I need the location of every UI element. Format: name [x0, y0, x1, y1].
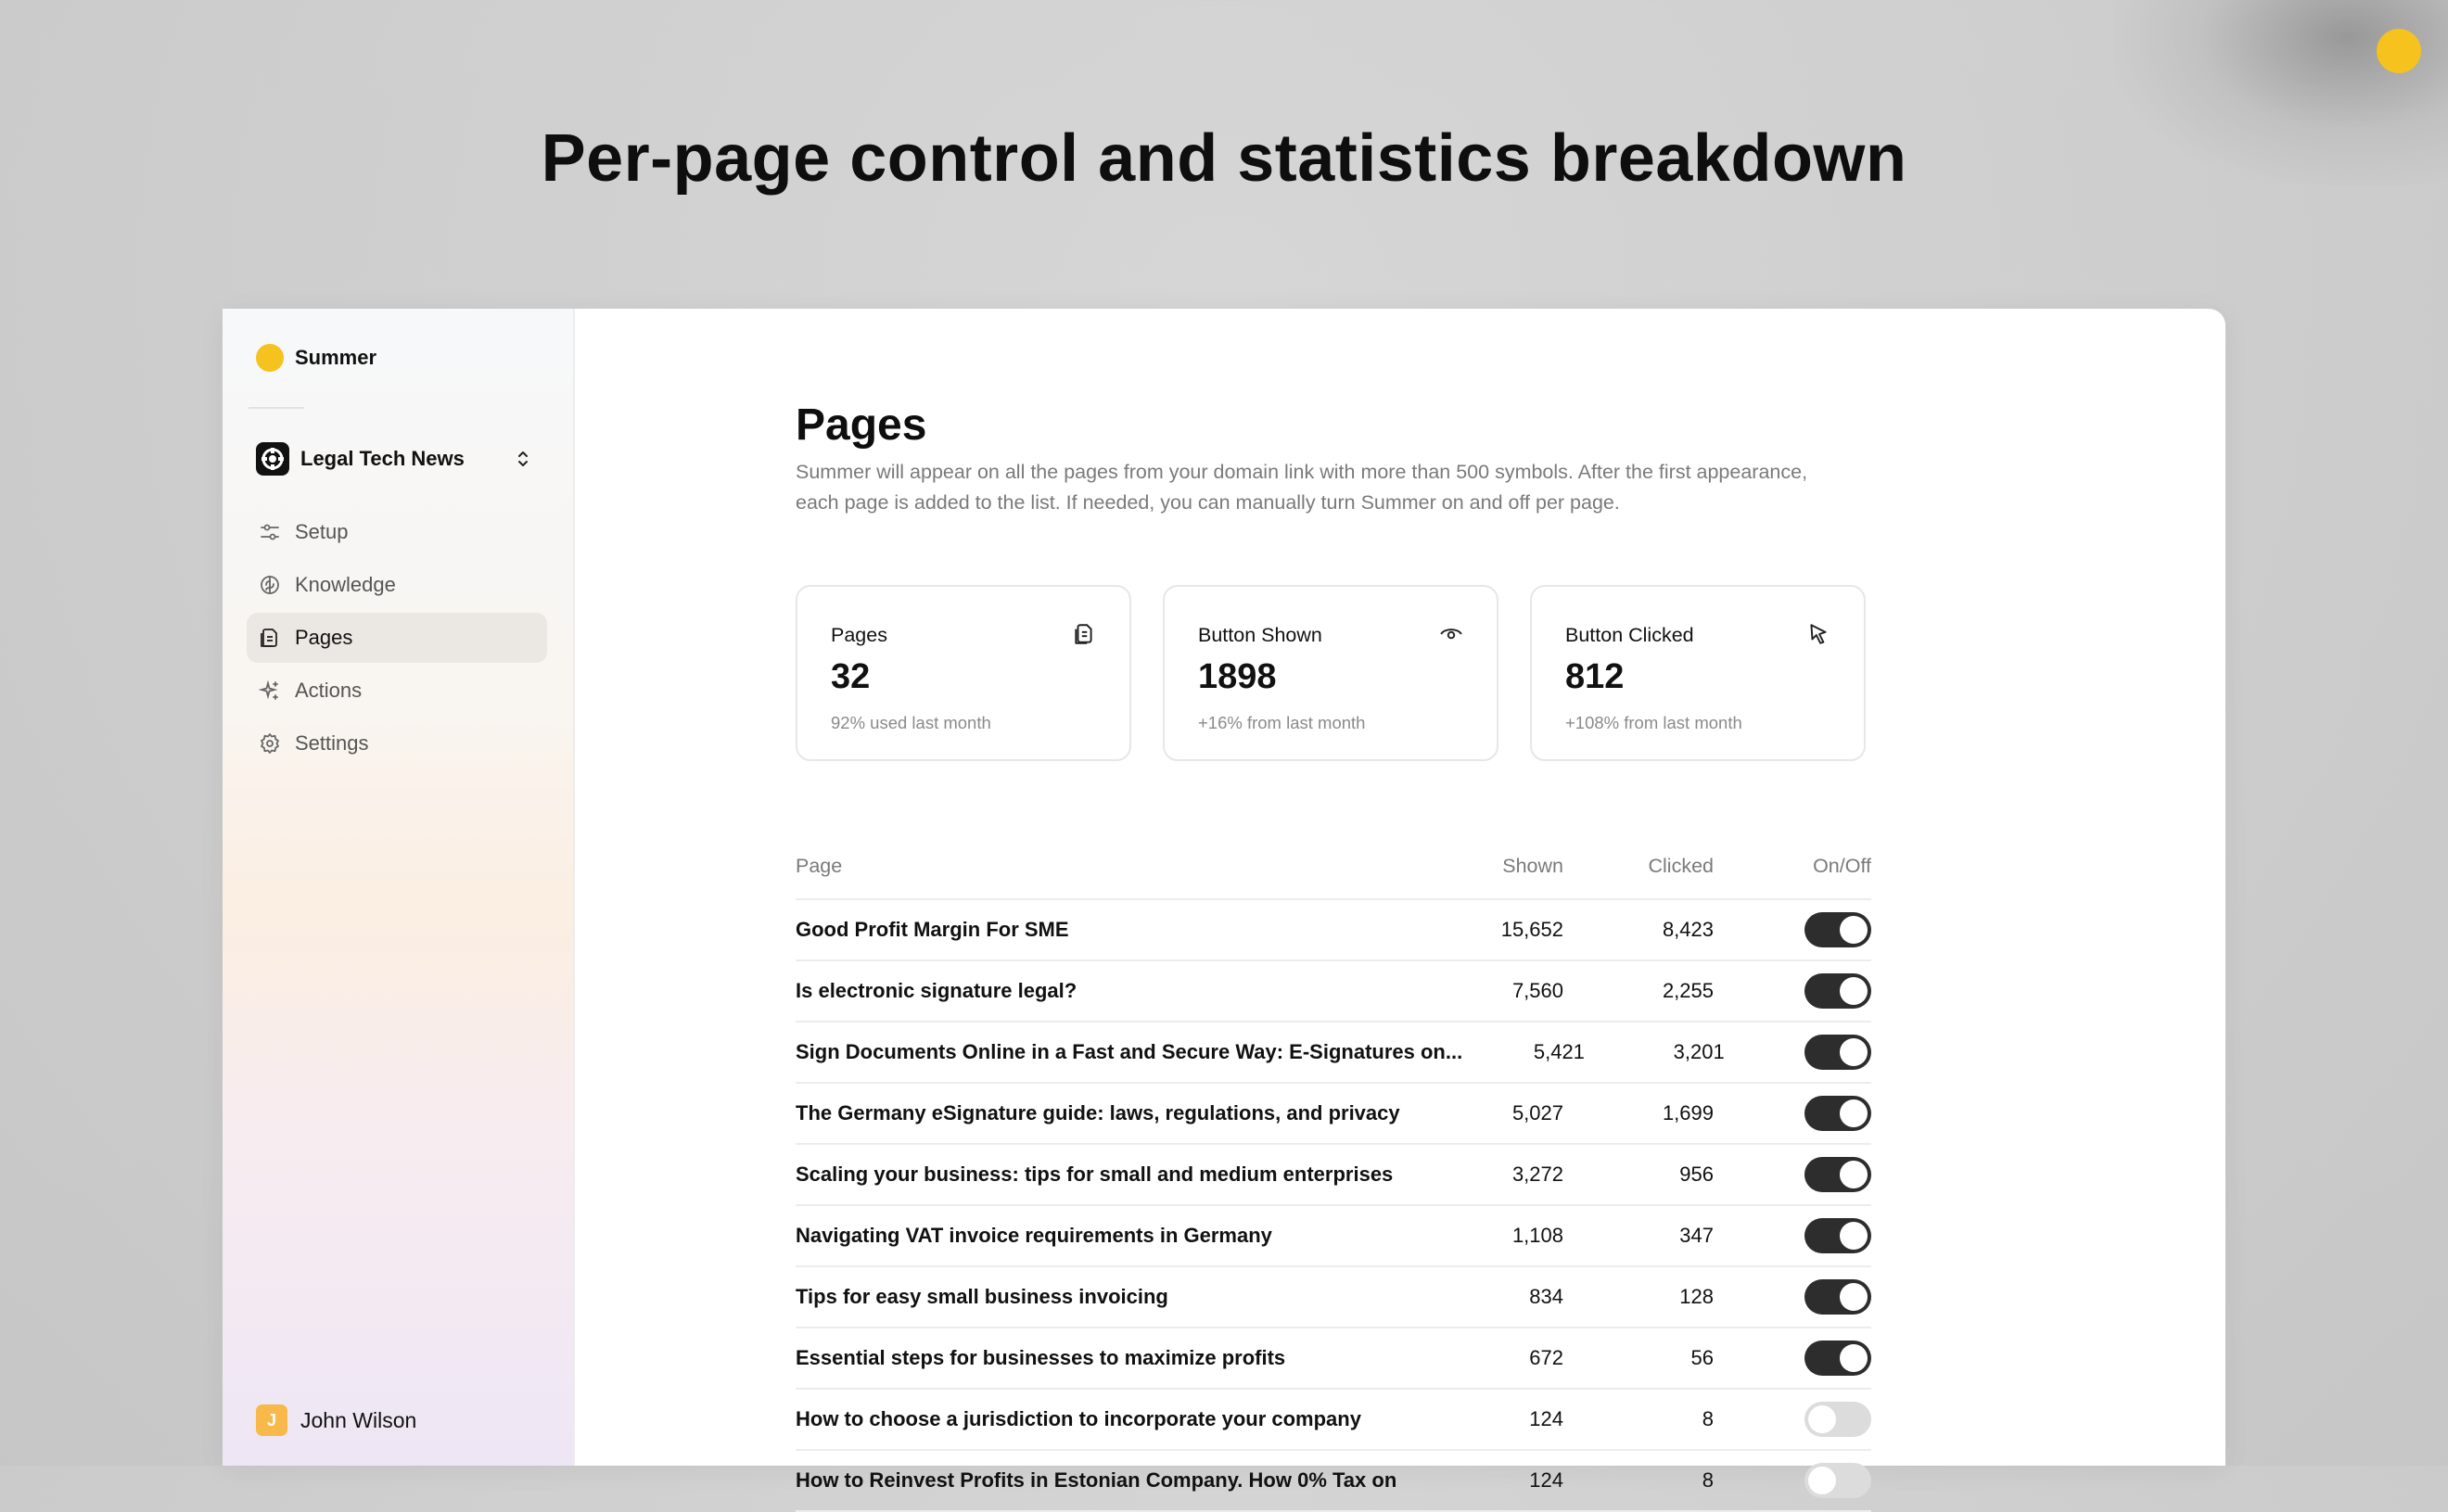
column-header-page[interactable]: Page [796, 854, 843, 877]
clicked-count-cell: 956 [1679, 1163, 1714, 1186]
sidebar-item-label: Setup [295, 520, 349, 543]
stat-card-title: Button Shown [1198, 624, 1322, 646]
toggle-cell [1714, 1218, 1871, 1253]
table-row[interactable] [796, 900, 1871, 961]
clicked-count-cell: 2,255 [1662, 979, 1714, 1002]
page-title-cell[interactable]: Tips for easy small business invoicing [796, 1285, 1168, 1308]
toggle-cell [1714, 1402, 1871, 1437]
workspace-logo-icon [256, 442, 289, 476]
brand-label: Summer [295, 346, 377, 369]
toggle-cell [1714, 1157, 1871, 1192]
table-body [796, 900, 1871, 1512]
eye-icon [1439, 622, 1463, 646]
page-title-cell[interactable]: Navigating VAT invoice requirements in Germany [796, 1224, 1272, 1247]
page-toggle-switch[interactable] [1804, 1402, 1871, 1437]
toggle-cell [1714, 973, 1871, 1009]
stat-card-note: +108% from last month [1565, 713, 1742, 732]
column-header-clicked[interactable]: Clicked [1648, 854, 1714, 877]
stat-card-button-shown [1163, 585, 1498, 761]
page-headline: Per-page control and statistics breakdown [541, 121, 1907, 196]
toggle-cell [1714, 1279, 1871, 1315]
shown-count-cell: 1,108 [1511, 1224, 1563, 1247]
brand[interactable] [256, 344, 376, 372]
shown-count-cell: 834 [1529, 1285, 1563, 1308]
workspace-switcher[interactable] [256, 438, 534, 479]
toggle-knob [1840, 1222, 1868, 1250]
sidebar-item-label: Actions [295, 679, 363, 702]
page-toggle-switch[interactable] [1804, 912, 1871, 947]
page-toggle-switch[interactable] [1804, 973, 1871, 1009]
sidebar-item-label: Knowledge [295, 573, 396, 596]
column-header-toggle: On/Off [1813, 854, 1871, 877]
page-toggle-switch[interactable] [1804, 1218, 1871, 1253]
pages-icon [258, 626, 282, 650]
app-window [223, 309, 2225, 1492]
avatar: J [256, 1404, 287, 1436]
sidebar-item-settings[interactable] [247, 718, 547, 769]
table-row[interactable] [796, 1206, 1871, 1267]
user-profile[interactable] [256, 1404, 416, 1436]
pages-table [796, 833, 1871, 1512]
table-row[interactable] [796, 1328, 1871, 1390]
sidebar-item-actions[interactable] [247, 666, 547, 716]
clicked-count-cell: 56 [1690, 1346, 1714, 1369]
page-title-cell[interactable]: Good Profit Margin For SME [796, 918, 1069, 941]
cursor-indicator-dot [2377, 29, 2421, 73]
chevron-up-down-icon [512, 448, 534, 470]
page-toggle-switch[interactable] [1804, 1340, 1871, 1376]
stat-card-button-clicked [1530, 585, 1866, 761]
sidebar-border [573, 309, 575, 1466]
table-row[interactable] [796, 1084, 1871, 1145]
stat-card-note: 92% used last month [831, 713, 991, 732]
page-description: Summer will appear on all the pages from your domain link with more than 500 symbols. After the first appearance, each page is added to the list. If needed, you can manually turn Summer on and off per page. [796, 461, 1808, 514]
page-title-cell[interactable]: How to choose a jurisdiction to incorporate your company [796, 1407, 1361, 1430]
toggle-knob [1840, 1161, 1868, 1188]
clicked-count-cell: 8 [1702, 1407, 1714, 1430]
page-toggle-switch[interactable] [1804, 1157, 1871, 1192]
page-toggle-switch[interactable] [1804, 1035, 1871, 1070]
toggle-knob [1840, 1099, 1868, 1127]
stat-card-value: 812 [1565, 657, 1625, 696]
shown-count-cell: 124 [1529, 1407, 1563, 1430]
stat-card-value: 1898 [1198, 657, 1277, 696]
sidebar-item-label: Settings [295, 731, 369, 755]
stat-card-pages [796, 585, 1131, 761]
workspace-name: Legal Tech News [300, 447, 465, 470]
sidebar-nav [247, 507, 547, 771]
sidebar-item-label: Pages [295, 626, 353, 649]
document-icon [1072, 622, 1096, 646]
table-row[interactable] [796, 961, 1871, 1023]
toggle-knob [1808, 1467, 1836, 1494]
shown-count-cell: 672 [1529, 1346, 1563, 1369]
gear-icon [258, 731, 282, 756]
sidebar [223, 309, 573, 1466]
page-toggle-switch[interactable] [1804, 1463, 1871, 1498]
shown-count-cell: 15,652 [1500, 918, 1563, 941]
toggle-knob [1840, 1344, 1868, 1372]
page-title-cell[interactable]: Is electronic signature legal? [796, 979, 1077, 1002]
summer-logo-icon [256, 344, 284, 372]
toggle-knob [1840, 916, 1868, 944]
stats-cards [796, 585, 1871, 761]
clicked-count-cell: 8,423 [1662, 918, 1714, 941]
sidebar-divider [249, 407, 304, 409]
stat-card-value: 32 [831, 657, 871, 696]
clicked-count-cell: 347 [1679, 1224, 1714, 1247]
shown-count-cell: 7,560 [1511, 979, 1563, 1002]
stat-card-title: Button Clicked [1565, 624, 1694, 646]
table-row[interactable] [796, 1267, 1871, 1328]
column-header-shown[interactable]: Shown [1502, 854, 1563, 877]
toggle-cell [1714, 1096, 1871, 1131]
table-row[interactable] [796, 1145, 1871, 1206]
sidebar-item-pages[interactable] [247, 613, 547, 663]
page-title-cell[interactable]: The Germany eSignature guide: laws, regulations, and privacy [796, 1101, 1400, 1124]
page-title: Pages [796, 400, 927, 450]
clicked-count-cell: 1,699 [1662, 1101, 1714, 1124]
toggle-cell [1714, 1340, 1871, 1376]
table-header [796, 833, 1871, 900]
shown-count-cell: 3,272 [1511, 1163, 1563, 1186]
toggle-knob [1840, 1283, 1868, 1311]
sparkle-icon [258, 679, 282, 703]
page-title-cell[interactable]: How to Reinvest Profits in Estonian Company. How 0% Tax on [796, 1468, 1397, 1492]
table-row[interactable] [796, 1451, 1871, 1512]
toggle-cell [1714, 912, 1871, 947]
page-title-cell[interactable]: Essential steps for businesses to maximize profits [796, 1346, 1286, 1369]
stat-card-title: Pages [831, 624, 887, 646]
clicked-count-cell: 8 [1702, 1468, 1714, 1492]
toggle-cell [1725, 1035, 1871, 1070]
toggle-knob [1808, 1405, 1836, 1433]
clicked-count-cell: 3,201 [1673, 1040, 1725, 1063]
user-name: John Wilson [300, 1407, 417, 1432]
cursor-icon [1806, 622, 1830, 646]
shown-count-cell: 124 [1529, 1468, 1563, 1492]
stat-card-note: +16% from last month [1198, 713, 1366, 732]
clicked-count-cell: 128 [1679, 1285, 1714, 1308]
table-row[interactable] [796, 1390, 1871, 1451]
shown-count-cell: 5,421 [1533, 1040, 1585, 1063]
shown-count-cell: 5,027 [1511, 1101, 1563, 1124]
toggle-cell [1714, 1463, 1871, 1498]
page-toggle-switch[interactable] [1804, 1279, 1871, 1315]
brain-icon [258, 573, 282, 597]
table-row[interactable] [796, 1023, 1871, 1084]
sidebar-item-knowledge[interactable] [247, 560, 547, 610]
page-title-cell[interactable]: Scaling your business: tips for small and medium enterprises [796, 1163, 1394, 1186]
toggle-knob [1840, 1038, 1868, 1066]
page-toggle-switch[interactable] [1804, 1096, 1871, 1131]
sliders-icon [258, 520, 282, 544]
page-title-cell[interactable]: Sign Documents Online in a Fast and Secure Way: E-Signatures on... [796, 1040, 1463, 1063]
sidebar-item-setup[interactable] [247, 507, 547, 557]
toggle-knob [1840, 977, 1868, 1005]
